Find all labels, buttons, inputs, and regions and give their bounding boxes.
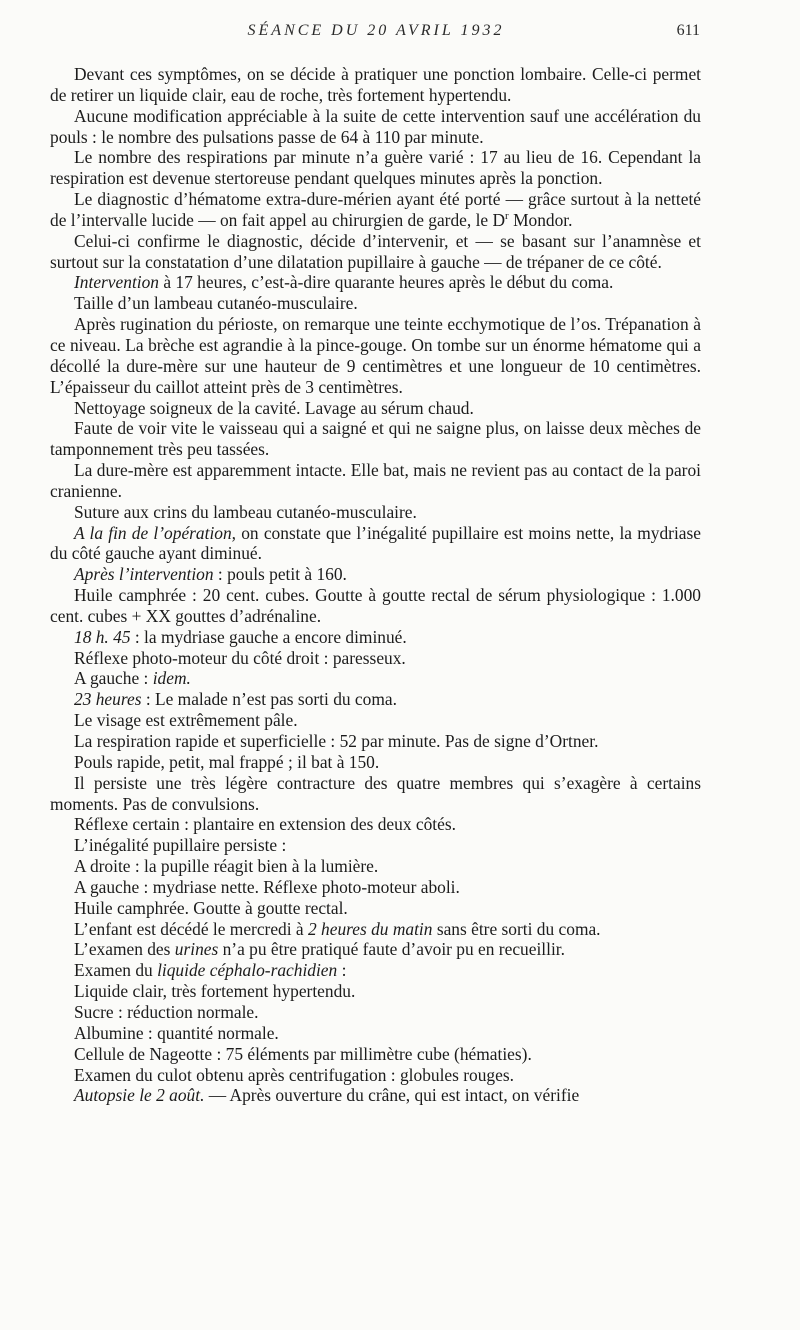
paragraph xyxy=(50,293,701,314)
text-run: : pouls petit à 160. xyxy=(213,564,347,585)
paragraph xyxy=(50,981,701,1002)
text-run: Réflexe photo-moteur du côté droit : paresseux. xyxy=(74,647,406,668)
italic-text: 18 h. 45 xyxy=(74,626,131,647)
text-run: Cellule de Nageotte : 75 éléments par millimètre cube (hématies). xyxy=(74,1043,532,1064)
paragraph xyxy=(50,877,701,898)
text-run: : Le malade n’est pas sorti du coma. xyxy=(141,689,397,710)
text-run: La dure-mère est apparemment intacte. Elle bat, mais ne revient pas au contact de la paroi cranienne. xyxy=(50,460,701,501)
paragraph xyxy=(50,585,701,627)
text-run: Examen du culot obtenu après centrifugation : globules rouges. xyxy=(74,1064,514,1085)
italic-text: Intervention xyxy=(74,272,159,293)
text-run: L’enfant est décédé le mercredi à xyxy=(74,918,308,939)
paragraph xyxy=(50,960,701,981)
text-run: Suture aux crins du lambeau cutanéo-musculaire. xyxy=(74,501,417,522)
paragraph xyxy=(50,502,701,523)
text-run: Sucre : réduction normale. xyxy=(74,1001,259,1022)
paragraph xyxy=(50,64,701,106)
paragraph xyxy=(50,814,701,835)
paragraph xyxy=(50,231,701,273)
paragraph xyxy=(50,731,701,752)
paragraph xyxy=(50,668,701,689)
text-run: Il persiste une très légère contracture des quatre membres qui s’exagère à certains moments. Pas de convulsions. xyxy=(50,772,701,814)
paragraph xyxy=(50,627,701,648)
paragraph xyxy=(50,835,701,856)
text-run: A gauche : mydriase nette. Réflexe photo-moteur aboli. xyxy=(74,876,460,897)
paragraph xyxy=(50,919,701,940)
text-run: Huile camphrée. Goutte à goutte rectal. xyxy=(74,897,348,918)
text-run: Nettoyage soigneux de la cavité. Lavage au sérum chaud. xyxy=(74,397,474,418)
paragraph xyxy=(50,689,701,710)
text-run: Devant ces symptômes, on se décide à pratiquer une ponction lombaire. Celle-ci permet de retirer un liquide clair, eau de roche, très fortement hypertendu. xyxy=(50,64,701,105)
text-run: — Après ouverture du crâne, qui est intact, on vérifie xyxy=(204,1085,580,1106)
italic-text: 23 heures xyxy=(74,689,142,710)
paragraph xyxy=(50,314,701,397)
text-run: on constate que l’inégalité pupillaire est moins nette, la mydriase du côté gauche ayant diminué. xyxy=(50,522,701,564)
paragraph xyxy=(50,272,701,293)
text-run: Taille d’un lambeau cutanéo-musculaire. xyxy=(74,293,358,314)
text-run: Liquide clair, très fortement hypertendu. xyxy=(74,981,356,1002)
italic-text: idem. xyxy=(152,668,191,689)
paragraph xyxy=(50,460,701,502)
page-header xyxy=(52,22,700,46)
running-title: SÉANCE DU 20 AVRIL 1932 xyxy=(247,22,505,39)
text-run: Albumine : quantité normale. xyxy=(74,1022,279,1043)
paragraph xyxy=(50,710,701,731)
text-run: Examen du xyxy=(74,960,158,981)
body-text xyxy=(50,64,701,1106)
paragraph xyxy=(50,1085,701,1106)
text-run: Aucune modification appréciable à la suite de cette intervention sauf une accélération du pouls : le nombre des pulsations passe de 64 à 110 par minute. xyxy=(50,105,701,147)
paragraph xyxy=(50,189,701,231)
italic-text: 2 heures du matin xyxy=(308,918,433,939)
paragraph xyxy=(50,1044,701,1065)
paragraph xyxy=(50,1002,701,1023)
paragraph xyxy=(50,898,701,919)
text-run: Huile camphrée : 20 cent. cubes. Goutte à goutte rectal de sérum physiologique : 1.000 cent. cubes + XX gouttes d’adrénaline. xyxy=(50,585,701,626)
paragraph xyxy=(50,418,701,460)
paragraph xyxy=(50,648,701,669)
text-run: Le diagnostic d’hématome extra-dure-mérien ayant été porté — grâce surtout à la netteté de l’intervalle lucide — on fait appel au chirurgien de garde, le D xyxy=(50,189,701,230)
italic-text: Après l’intervention xyxy=(74,564,214,585)
text-run: Celui-ci confirme le diagnostic, décide d’intervenir, et — se basant sur l’anamnèse et surtout sur la constatation d’une dilatation pupillaire à gauche — de trépaner de ce côté. xyxy=(50,230,701,272)
paragraph xyxy=(50,1023,701,1044)
paragraph xyxy=(50,523,701,565)
text-run: L’inégalité pupillaire persiste : xyxy=(74,835,287,856)
text-run: Le visage est extrêmement pâle. xyxy=(74,710,298,731)
italic-text: A la fin de l’opération, xyxy=(74,522,237,543)
italic-text: Autopsie le 2 août. xyxy=(74,1085,205,1106)
paragraph xyxy=(50,147,701,189)
text-run: La respiration rapide et superficielle : 52 par minute. Pas de signe d’Ortner. xyxy=(74,731,599,751)
text-run: : la mydriase gauche a encore diminué. xyxy=(130,626,407,647)
paragraph xyxy=(50,773,701,815)
text-run: Réflexe certain : plantaire en extension des deux côtés. xyxy=(74,814,456,835)
paragraph xyxy=(50,752,701,773)
text-run: Mondor. xyxy=(508,209,573,230)
text-run: : xyxy=(337,960,347,981)
paragraph xyxy=(50,856,701,877)
text-run: à 17 heures, c’est-à-dire quarante heures après le début du coma. xyxy=(159,272,614,293)
text-run: sans être sorti du coma. xyxy=(432,918,601,939)
text-run: Le nombre des respirations par minute n’a guère varié : 17 au lieu de 16. Cependant la respiration est devenue stertoreuse pendant quelques minutes après la ponction. xyxy=(50,147,701,189)
superscript-text: r xyxy=(505,210,509,223)
text-run: Pouls rapide, petit, mal frappé ; il bat à 150. xyxy=(74,751,380,772)
text-run: n’a pu être pratiqué faute d’avoir pu en recueillir. xyxy=(218,939,565,960)
text-run: Faute de voir vite le vaisseau qui a saigné et qui ne saigne plus, on laisse deux mèches de tamponnement très peu tassées. xyxy=(50,418,701,460)
text-run: Après rugination du périoste, on remarque une teinte ecchymotique de l’os. Trépanation à ce niveau. La brèche est agrandie à la pince-gouge. On tombe sur un énorme hématome qui a décollé la dure-mère sur une hauteur de 9 centimètres et une longueur de 10 centimètres. L’épaisseur du caillot atteint près de 3 centimètres. xyxy=(50,314,701,397)
italic-text: liquide céphalo-rachidien xyxy=(157,960,338,981)
paragraph xyxy=(50,106,701,148)
italic-text: urines xyxy=(174,939,219,960)
paragraph xyxy=(50,398,701,419)
text-run: A gauche : xyxy=(74,668,153,689)
paragraph xyxy=(50,939,701,960)
paragraph xyxy=(50,1065,701,1086)
paragraph xyxy=(50,564,701,585)
page-number: 611 xyxy=(676,22,700,39)
text-run: A droite : la pupille réagit bien à la lumière. xyxy=(74,856,379,877)
text-run: L’examen des xyxy=(74,939,175,960)
